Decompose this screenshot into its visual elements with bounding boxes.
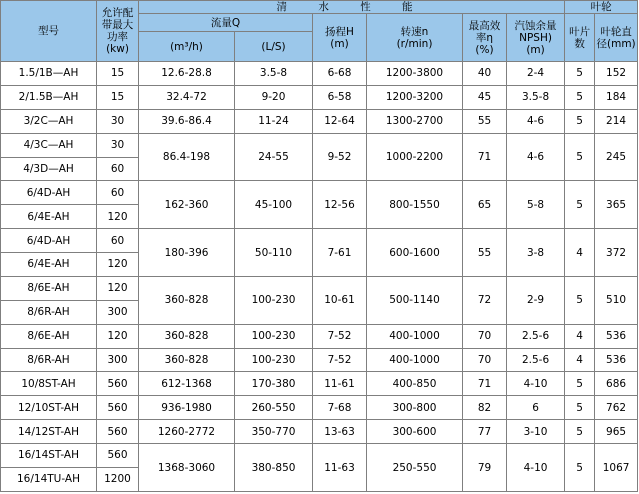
model-cell: 8/6R-AH	[1, 348, 97, 372]
power-cell: 560	[97, 396, 139, 420]
power-cell: 560	[97, 372, 139, 396]
impeller-dia-cell: 1067	[595, 444, 638, 492]
speed-cell: 600-1600	[367, 229, 463, 277]
efficiency-cell: 72	[463, 276, 507, 324]
power-cell: 560	[97, 444, 139, 468]
table-row	[1, 324, 638, 348]
model-cell: 16/14TU-AH	[1, 467, 97, 491]
model-cell: 8/6E-AH	[1, 276, 97, 300]
flow-m3h-cell: 12.6-28.8	[139, 62, 235, 86]
blades-cell: 5	[565, 133, 595, 181]
flow-ls-cell: 45-100	[235, 181, 313, 229]
table-row	[1, 444, 638, 468]
impeller-dia-cell: 536	[595, 348, 638, 372]
table-row	[1, 62, 638, 86]
impeller-dia-cell: 372	[595, 229, 638, 277]
npsh-cell: 2-9	[507, 276, 565, 324]
efficiency-cell: 79	[463, 444, 507, 492]
table-row	[1, 348, 638, 372]
flow-ls-cell: 100-230	[235, 276, 313, 324]
impeller-dia-cell: 214	[595, 109, 638, 133]
impeller-dia-cell: 965	[595, 420, 638, 444]
speed-cell: 1000-2200	[367, 133, 463, 181]
speed-cell: 400-1000	[367, 324, 463, 348]
speed-cell: 500-1140	[367, 276, 463, 324]
speed-cell: 400-1000	[367, 348, 463, 372]
table-row	[1, 109, 638, 133]
head-cell: 7-52	[313, 324, 367, 348]
flow-ls-cell: 100-230	[235, 324, 313, 348]
flow-ls-cell: 350-770	[235, 420, 313, 444]
head-cell: 11-61	[313, 372, 367, 396]
blades-cell: 5	[565, 396, 595, 420]
speed-cell: 1300-2700	[367, 109, 463, 133]
blades-cell: 5	[565, 85, 595, 109]
header-impeller: 叶轮	[565, 1, 638, 14]
model-cell: 12/10ST-AH	[1, 396, 97, 420]
impeller-dia-cell: 365	[595, 181, 638, 229]
efficiency-cell: 55	[463, 229, 507, 277]
efficiency-cell: 71	[463, 133, 507, 181]
blades-cell: 5	[565, 420, 595, 444]
power-cell: 30	[97, 109, 139, 133]
efficiency-cell: 77	[463, 420, 507, 444]
model-cell: 6/4D-AH	[1, 181, 97, 205]
flow-ls-cell: 50-110	[235, 229, 313, 277]
efficiency-cell: 55	[463, 109, 507, 133]
power-cell: 60	[97, 181, 139, 205]
model-cell: 1.5/1B—AH	[1, 62, 97, 86]
flow-ls-cell: 170-380	[235, 372, 313, 396]
flow-m3h-cell: 180-396	[139, 229, 235, 277]
blades-cell: 4	[565, 324, 595, 348]
impeller-dia-cell: 762	[595, 396, 638, 420]
impeller-dia-cell: 686	[595, 372, 638, 396]
power-cell: 1200	[97, 467, 139, 491]
head-cell: 10-61	[313, 276, 367, 324]
flow-m3h-cell: 32.4-72	[139, 85, 235, 109]
blades-cell: 4	[565, 229, 595, 277]
header-impeller-dia: 叶轮直 径(mm)	[595, 14, 638, 62]
header-npsh: 汽蚀余量 NPSH) (m)	[507, 14, 565, 62]
blades-cell: 5	[565, 181, 595, 229]
flow-m3h-cell: 612-1368	[139, 372, 235, 396]
power-cell: 300	[97, 348, 139, 372]
head-cell: 13-63	[313, 420, 367, 444]
header-performance: 清 水 性 能	[139, 1, 565, 14]
header-blades: 叶片 数	[565, 14, 595, 62]
flow-m3h-cell: 1260-2772	[139, 420, 235, 444]
model-cell: 3/2C—AH	[1, 109, 97, 133]
power-cell: 120	[97, 205, 139, 229]
power-cell: 15	[97, 62, 139, 86]
power-cell: 60	[97, 229, 139, 253]
blades-cell: 5	[565, 276, 595, 324]
speed-cell: 800-1550	[367, 181, 463, 229]
table-row	[1, 229, 638, 253]
table-row	[1, 396, 638, 420]
npsh-cell: 3-8	[507, 229, 565, 277]
power-cell: 120	[97, 324, 139, 348]
blades-cell: 5	[565, 372, 595, 396]
model-cell: 8/6E-AH	[1, 324, 97, 348]
impeller-dia-cell: 184	[595, 85, 638, 109]
npsh-cell: 6	[507, 396, 565, 420]
flow-m3h-cell: 86.4-198	[139, 133, 235, 181]
npsh-cell: 2.5-6	[507, 324, 565, 348]
head-cell: 6-68	[313, 62, 367, 86]
head-cell: 6-58	[313, 85, 367, 109]
header-speed: 转速n (r/min)	[367, 14, 463, 62]
speed-cell: 300-600	[367, 420, 463, 444]
head-cell: 11-63	[313, 444, 367, 492]
npsh-cell: 2-4	[507, 62, 565, 86]
flow-m3h-cell: 360-828	[139, 276, 235, 324]
head-cell: 9-52	[313, 133, 367, 181]
npsh-cell: 2.5-6	[507, 348, 565, 372]
header-head: 扬程H (m)	[313, 14, 367, 62]
speed-cell: 400-850	[367, 372, 463, 396]
blades-cell: 5	[565, 109, 595, 133]
power-cell: 300	[97, 300, 139, 324]
table-row	[1, 85, 638, 109]
efficiency-cell: 71	[463, 372, 507, 396]
speed-cell: 1200-3800	[367, 62, 463, 86]
model-cell: 14/12ST-AH	[1, 420, 97, 444]
efficiency-cell: 45	[463, 85, 507, 109]
efficiency-cell: 65	[463, 181, 507, 229]
model-cell: 6/4E-AH	[1, 205, 97, 229]
efficiency-cell: 40	[463, 62, 507, 86]
npsh-cell: 5-8	[507, 181, 565, 229]
table-header	[1, 1, 638, 62]
model-cell: 10/8ST-AH	[1, 372, 97, 396]
model-cell: 6/4D-AH	[1, 229, 97, 253]
power-cell: 120	[97, 253, 139, 277]
model-cell: 4/3C—AH	[1, 133, 97, 157]
blades-cell: 5	[565, 444, 595, 492]
head-cell: 7-52	[313, 348, 367, 372]
head-cell: 7-61	[313, 229, 367, 277]
npsh-cell: 4-10	[507, 372, 565, 396]
speed-cell: 250-550	[367, 444, 463, 492]
flow-ls-cell: 11-24	[235, 109, 313, 133]
flow-ls-cell: 260-550	[235, 396, 313, 420]
model-cell: 4/3D—AH	[1, 157, 97, 181]
flow-ls-cell: 380-850	[235, 444, 313, 492]
flow-m3h-cell: 162-360	[139, 181, 235, 229]
header-flow: 流量Q	[139, 14, 313, 32]
header-flow-ls: (L/S)	[235, 32, 313, 62]
power-cell: 15	[97, 85, 139, 109]
npsh-cell: 3.5-8	[507, 85, 565, 109]
efficiency-cell: 70	[463, 324, 507, 348]
model-cell: 16/14ST-AH	[1, 444, 97, 468]
flow-m3h-cell: 360-828	[139, 324, 235, 348]
head-cell: 7-68	[313, 396, 367, 420]
head-cell: 12-56	[313, 181, 367, 229]
flow-ls-cell: 3.5-8	[235, 62, 313, 86]
impeller-dia-cell: 536	[595, 324, 638, 348]
flow-ls-cell: 24-55	[235, 133, 313, 181]
head-cell: 12-64	[313, 109, 367, 133]
efficiency-cell: 82	[463, 396, 507, 420]
flow-ls-cell: 100-230	[235, 348, 313, 372]
power-cell: 560	[97, 420, 139, 444]
table-row	[1, 133, 638, 157]
header-efficiency: 最高效 率η (%)	[463, 14, 507, 62]
npsh-cell: 4-6	[507, 133, 565, 181]
header-flow-m3h: (m³/h)	[139, 32, 235, 62]
impeller-dia-cell: 510	[595, 276, 638, 324]
impeller-dia-cell: 152	[595, 62, 638, 86]
table-row	[1, 181, 638, 205]
header-power: 允许配 带最大 功率 (kw)	[97, 1, 139, 62]
efficiency-cell: 70	[463, 348, 507, 372]
npsh-cell: 4-10	[507, 444, 565, 492]
table-row	[1, 372, 638, 396]
header-model: 型号	[1, 1, 97, 62]
npsh-cell: 4-6	[507, 109, 565, 133]
model-cell: 8/6R-AH	[1, 300, 97, 324]
speed-cell: 300-800	[367, 396, 463, 420]
speed-cell: 1200-3200	[367, 85, 463, 109]
table-row	[1, 276, 638, 300]
blades-cell: 4	[565, 348, 595, 372]
flow-m3h-cell: 360-828	[139, 348, 235, 372]
model-cell: 2/1.5B—AH	[1, 85, 97, 109]
table-body	[1, 62, 638, 492]
table-row	[1, 420, 638, 444]
flow-m3h-cell: 1368-3060	[139, 444, 235, 492]
blades-cell: 5	[565, 62, 595, 86]
power-cell: 30	[97, 133, 139, 157]
impeller-dia-cell: 245	[595, 133, 638, 181]
npsh-cell: 3-10	[507, 420, 565, 444]
model-cell: 6/4E-AH	[1, 253, 97, 277]
flow-m3h-cell: 39.6-86.4	[139, 109, 235, 133]
flow-m3h-cell: 936-1980	[139, 396, 235, 420]
power-cell: 120	[97, 276, 139, 300]
flow-ls-cell: 9-20	[235, 85, 313, 109]
power-cell: 60	[97, 157, 139, 181]
